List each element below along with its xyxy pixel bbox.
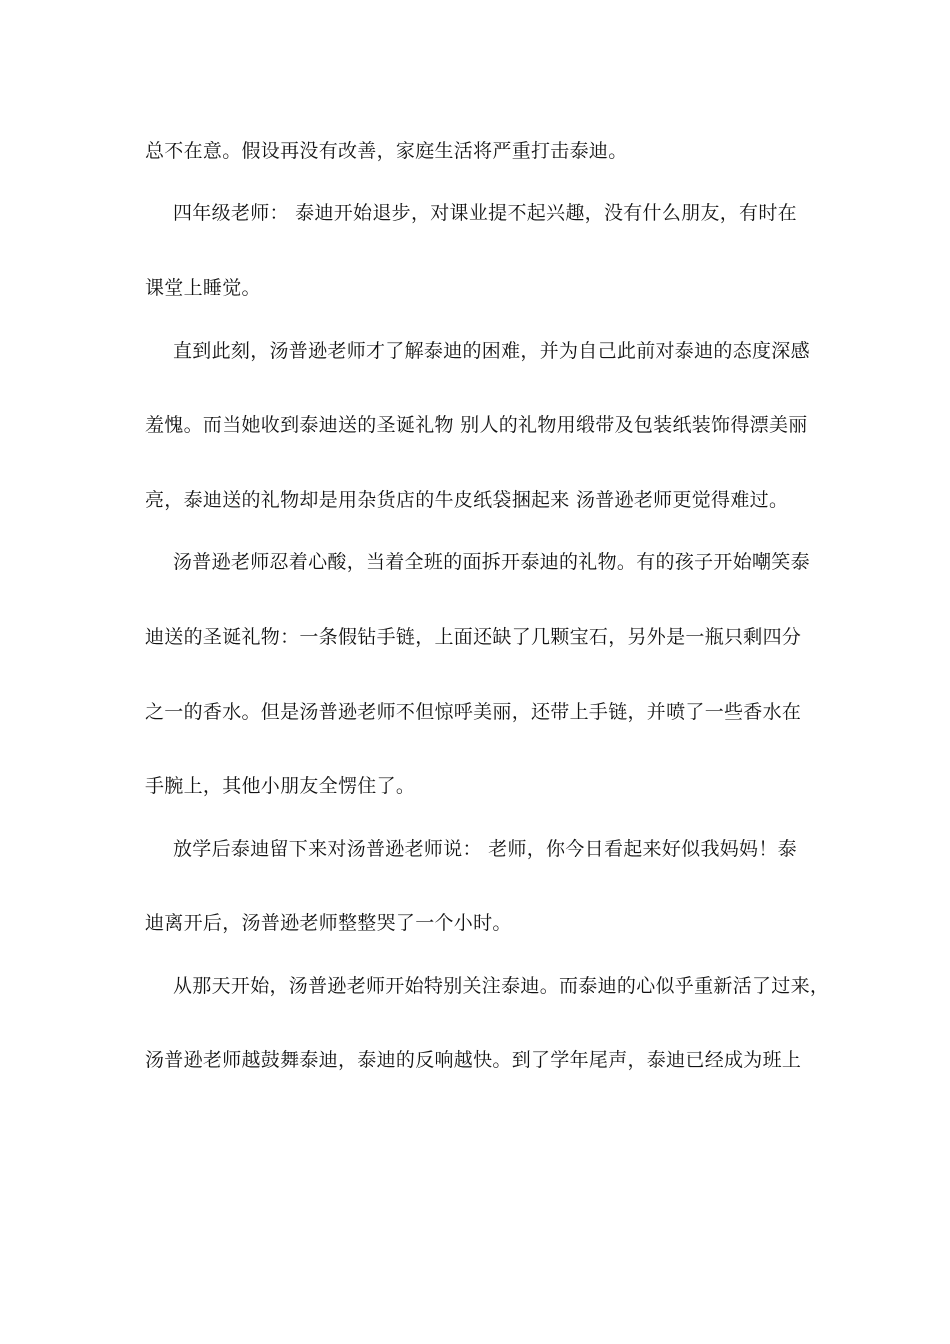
text-line: 迪送的圣诞礼物：一条假钻手链，上面还缺了几颗宝石，另外是一瓶只剩四分 (145, 626, 802, 648)
text-line: 汤普逊老师越鼓舞泰迪，泰迪的反响越快。到了学年尾声，泰迪已经成为班上 (145, 1049, 802, 1071)
text-line: 四年级老师： 泰迪开始退步，对课业提不起兴趣，没有什么朋友，有时在 (173, 202, 797, 224)
text-line: 之一的香水。但是汤普逊老师不但惊呼美丽，还带上手链，并喷了一些香水在 (145, 701, 802, 723)
text-line: 亮，泰迪送的礼物却是用杂货店的牛皮纸袋捆起来 汤普逊老师更觉得难过。 (145, 489, 789, 511)
text-line: 总不在意。假设再没有改善，家庭生活将严重打击泰迪。 (145, 140, 628, 162)
text-line: 手腕上，其他小朋友全愣住了。 (145, 775, 416, 797)
text-line: 放学后泰迪留下来对汤普逊老师说： 老师，你今日看起来好似我妈妈！泰 (173, 838, 797, 860)
text-line: 迪离开后，汤普逊老师整整哭了一个小时。 (145, 912, 512, 934)
text-line: 课堂上睡觉。 (145, 277, 261, 299)
text-line: 从那天开始，汤普逊老师开始特别关注泰迪。而泰迪的心似乎重新活了过来， (173, 975, 830, 997)
text-line: 直到此刻，汤普逊老师才了解泰迪的困难，并为自己此前对泰迪的态度深感 (173, 340, 810, 362)
text-line: 羞愧。而当她收到泰迪送的圣诞礼物 别人的礼物用缎带及包装纸装饰得漂美丽 (145, 414, 808, 436)
text-line: 汤普逊老师忍着心酸，当着全班的面拆开泰迪的礼物。有的孩子开始嘲笑泰 (173, 551, 810, 573)
